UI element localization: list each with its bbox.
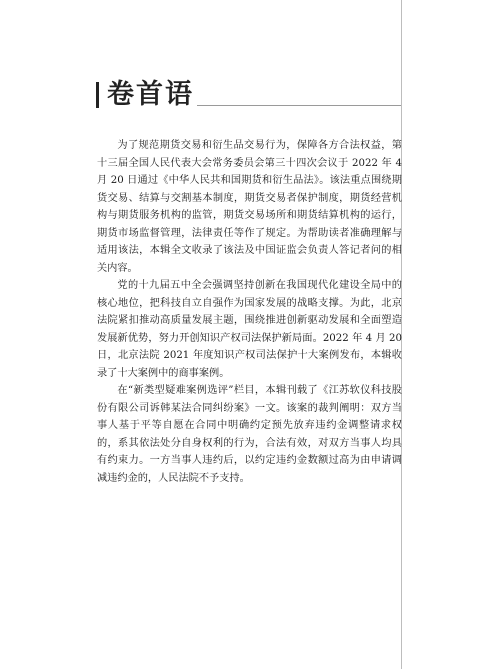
page-title: 卷首语 — [107, 79, 194, 110]
paragraph-2: 党的十九届五中全会强调坚持创新在我国现代化建设全局中的核心地位，把科技自立自强作为国家发展的战略支撑。为此，北京法院紧扣推动高质量发展主题，围绕推进创新驱动发展和全面塑造发展新优势，努力开创知识产权司法保护新局面。2022 年 4 月 20 日，北京法院 2021 年度知识产权司法保护十大案例发布，本辑收录了十大案例中的商事案例。 — [97, 280, 402, 379]
heading-bar-decoration — [96, 82, 99, 108]
paragraph-1: 为了规范期货交易和衍生品交易行为，保障各方合法权益，第十三届全国人民代表大会常务委员会第三十四次会议于 2022 年 4 月 20 日通过《中华人民共和国期货和衍生品法》。该法重点围绕期货交易、结算与交割基本制度，期货交易者保护制度，期货经营机构与期货服务机构的监管，期货交易场所和期货结算机构的运行，期货市场监督管理，法律责任等作了规定。为帮助读者准确理解与适用该法，本辑全文收录了该法及中国证监会负责人答记者问的相关内容。 — [97, 140, 402, 274]
paragraph-3: 在“新类型疑难案例选评”栏目，本辑刊载了《江苏软仪科技股份有限公司诉韩某法合同纠纷案》一文。该案的裁判阐明：双方当事人基于平等自愿在合同中明确约定预先放弃违约金调整请求权的，系其依法处分自身权利的行为，合法有效，对双方当事人均具有约束力。一方当事人违约后，以约定违约金数额过高为由申请调减违约金的，人民法院不予支持。 — [97, 385, 402, 484]
article-body — [97, 137, 402, 487]
section-heading — [96, 80, 194, 110]
heading-underline — [197, 105, 401, 106]
